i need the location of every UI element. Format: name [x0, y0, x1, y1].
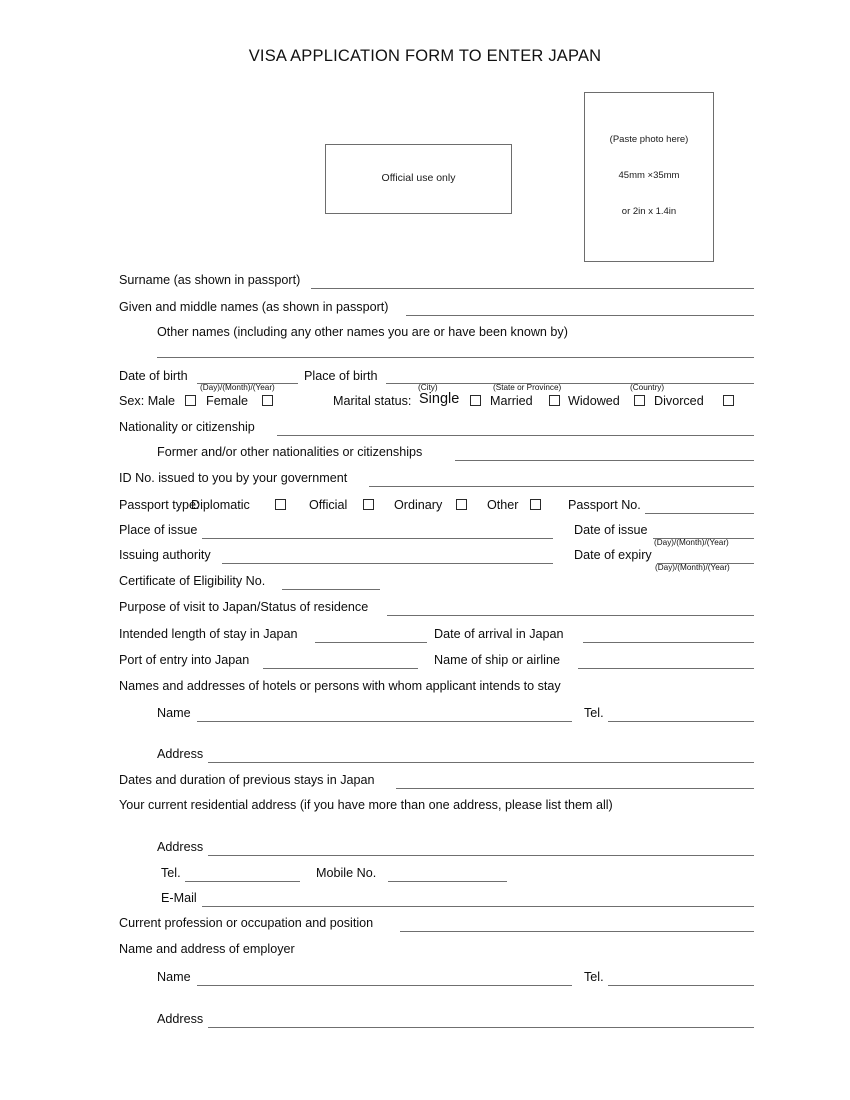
label-place-of-birth: Place of birth [304, 369, 378, 383]
input-profession[interactable] [400, 931, 754, 932]
hint-place-city: (City) [418, 383, 438, 392]
row-given-names [0, 298, 850, 320]
label-host-name: Name [157, 706, 191, 720]
hint-date-of-expiry: (Day)/(Month)/(Year) [655, 563, 730, 572]
label-passport-other: Other [487, 498, 519, 512]
label-residential-heading: Your current residential address (if you have more than one address, please list them all) [119, 798, 613, 812]
row-former-nationalities [0, 443, 850, 465]
row-issuing-authority [0, 546, 850, 572]
label-date-of-issue: Date of issue [574, 523, 648, 537]
label-marital-single: Single [419, 391, 460, 407]
input-intended-length[interactable] [315, 642, 427, 643]
input-host-address[interactable] [208, 762, 754, 763]
input-employer-name[interactable] [197, 985, 572, 986]
row-sex-marital [0, 392, 850, 414]
input-host-tel[interactable] [608, 721, 754, 722]
hint-date-of-birth: (Day)/(Month)/(Year) [200, 383, 275, 392]
row-nationality [0, 418, 850, 440]
label-date-of-arrival: Date of arrival in Japan [434, 627, 564, 641]
label-employer-tel: Tel. [584, 970, 604, 984]
label-marital-widowed: Widowed [568, 394, 620, 408]
row-intended-stay [0, 625, 850, 647]
official-use-box [325, 144, 512, 214]
input-purpose-of-visit[interactable] [387, 615, 754, 616]
input-passport-no[interactable] [645, 513, 754, 514]
input-issuing-authority[interactable] [222, 563, 553, 564]
input-id-number[interactable] [369, 486, 754, 487]
row-place-of-issue [0, 521, 850, 547]
input-certificate-eligibility[interactable] [282, 589, 380, 590]
label-intended-length: Intended length of stay in Japan [119, 627, 298, 641]
photo-instruction-line-1: (Paste photo here) [609, 134, 689, 145]
row-hosts-heading [0, 677, 850, 699]
input-place-of-issue[interactable] [202, 538, 553, 539]
label-passport-ordinary: Ordinary [394, 498, 443, 512]
hint-place-state: (State or Province) [493, 383, 562, 392]
label-other-names: Other names (including any other names you are or have been known by) [157, 325, 568, 339]
photo-size-mm: 45mm ×35mm [618, 170, 680, 181]
row-host-name [0, 704, 850, 726]
hint-date-of-issue: (Day)/(Month)/(Year) [654, 538, 729, 547]
label-marital-divorced: Divorced [654, 394, 704, 408]
official-use-label: Official use only [381, 172, 456, 184]
input-given-names[interactable] [406, 315, 754, 316]
row-birth [0, 367, 850, 392]
checkbox-marital-widowed[interactable] [634, 395, 645, 406]
checkbox-passport-other[interactable] [530, 499, 541, 510]
row-employer-address [0, 1010, 850, 1032]
checkbox-sex-female[interactable] [262, 395, 273, 406]
label-passport-diplomatic: Diplomatic [191, 498, 250, 512]
checkbox-sex-male[interactable] [185, 395, 196, 406]
checkbox-passport-diplomatic[interactable] [275, 499, 286, 510]
label-ship-or-airline: Name of ship or airline [434, 653, 560, 667]
label-host-tel: Tel. [584, 706, 604, 720]
label-employer-heading: Name and address of employer [119, 942, 295, 956]
photo-paste-box [584, 92, 714, 262]
row-profession [0, 914, 850, 936]
label-previous-stays: Dates and duration of previous stays in Japan [119, 773, 375, 787]
label-passport-official: Official [309, 498, 348, 512]
input-host-name[interactable] [197, 721, 572, 722]
label-certificate-eligibility: Certificate of Eligibility No. [119, 574, 266, 588]
label-hosts-heading: Names and addresses of hotels or persons with whom applicant intends to stay [119, 679, 561, 693]
input-residential-mobile[interactable] [388, 881, 507, 882]
label-port-of-entry: Port of entry into Japan [119, 653, 250, 667]
input-residential-email[interactable] [202, 906, 754, 907]
label-employer-address: Address [157, 1012, 204, 1026]
input-residential-tel[interactable] [185, 881, 300, 882]
input-employer-address[interactable] [208, 1027, 754, 1028]
label-residential-address: Address [157, 840, 204, 854]
label-place-of-issue: Place of issue [119, 523, 198, 537]
row-id-number [0, 469, 850, 491]
input-date-of-arrival[interactable] [583, 642, 754, 643]
label-marital-status: Marital status: [333, 394, 412, 408]
label-sex-female: Female [206, 394, 248, 408]
checkbox-marital-married[interactable] [549, 395, 560, 406]
input-port-of-entry[interactable] [263, 668, 418, 669]
label-host-address: Address [157, 747, 204, 761]
label-former-nationalities: Former and/or other nationalities or citizenships [157, 445, 423, 459]
input-employer-tel[interactable] [608, 985, 754, 986]
label-employer-name: Name [157, 970, 191, 984]
input-place-of-birth[interactable] [386, 383, 754, 384]
input-ship-or-airline[interactable] [578, 668, 754, 669]
row-certificate-eligibility [0, 572, 850, 594]
input-previous-stays[interactable] [396, 788, 754, 789]
label-nationality: Nationality or citizenship [119, 420, 255, 434]
checkbox-passport-ordinary[interactable] [456, 499, 467, 510]
row-residential-email [0, 889, 850, 911]
label-purpose-of-visit: Purpose of visit to Japan/Status of residence [119, 600, 369, 614]
label-date-of-expiry: Date of expiry [574, 548, 652, 562]
row-residential-address [0, 838, 850, 860]
label-sex: Sex: Male [119, 394, 175, 408]
row-residential-heading [0, 796, 850, 818]
label-residential-email: E-Mail [161, 891, 197, 905]
photo-size-inches: or 2in x 1.4in [621, 206, 677, 217]
label-surname: Surname (as shown in passport) [119, 273, 301, 287]
page-title: VISA APPLICATION FORM TO ENTER JAPAN [248, 47, 602, 65]
row-purpose-of-visit [0, 598, 850, 620]
input-surname[interactable] [311, 288, 754, 289]
input-nationality[interactable] [277, 435, 754, 436]
row-residential-tel [0, 864, 850, 886]
label-id-number: ID No. issued to you by your government [119, 471, 348, 485]
checkbox-passport-official[interactable] [363, 499, 374, 510]
checkbox-marital-divorced[interactable] [723, 395, 734, 406]
hint-place-country: (Country) [630, 383, 665, 392]
row-employer-name [0, 968, 850, 990]
row-employer-heading [0, 940, 850, 962]
input-other-names[interactable] [157, 357, 754, 358]
row-host-address [0, 745, 850, 767]
row-other-names [0, 323, 850, 345]
input-former-nationalities[interactable] [455, 460, 754, 461]
row-surname [0, 271, 850, 293]
label-issuing-authority: Issuing authority [119, 548, 211, 562]
label-marital-married: Married [490, 394, 533, 408]
label-given-names: Given and middle names (as shown in passport) [119, 300, 389, 314]
row-port-of-entry [0, 651, 850, 673]
label-profession: Current profession or occupation and position [119, 916, 374, 930]
label-passport-no: Passport No. [568, 498, 641, 512]
label-passport-type: Passport type: [119, 498, 200, 512]
label-date-of-birth: Date of birth [119, 369, 188, 383]
checkbox-marital-single[interactable] [470, 395, 481, 406]
row-previous-stays [0, 771, 850, 793]
label-residential-tel: Tel. [161, 866, 181, 880]
label-residential-mobile: Mobile No. [316, 866, 377, 880]
row-passport-type [0, 496, 850, 518]
input-residential-address[interactable] [208, 855, 754, 856]
